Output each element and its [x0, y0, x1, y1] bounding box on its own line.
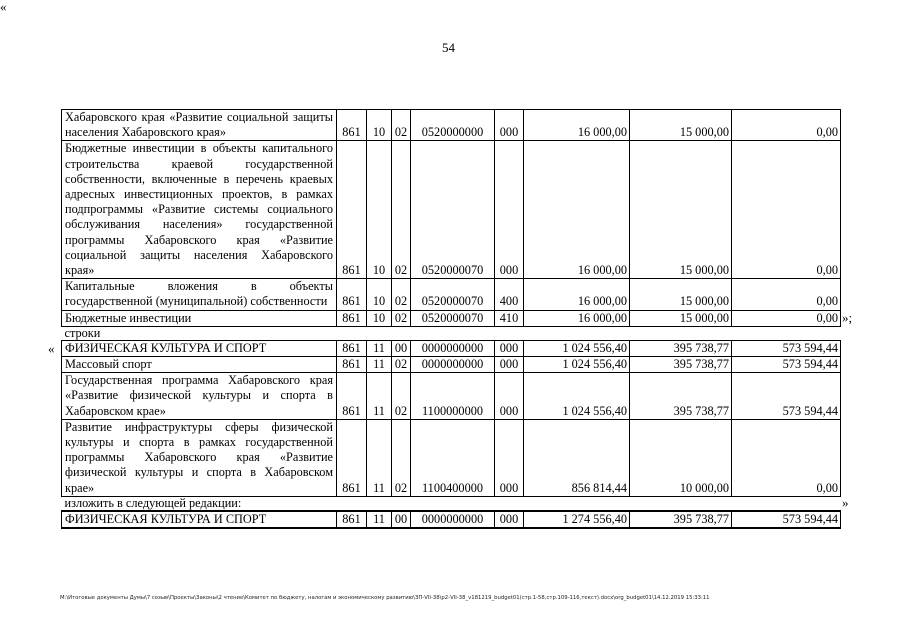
expense-type-code: 000	[495, 511, 524, 528]
closing-quote: »	[842, 494, 849, 510]
sum-first-year: 16 000,00	[524, 141, 630, 279]
sum-first-year: 16 000,00	[524, 310, 630, 326]
target-code: 1100000000	[411, 373, 495, 420]
row-name: Бюджетные инвестиции	[62, 310, 337, 326]
target-code: 0520000070	[411, 141, 495, 279]
sum-second-year: 395 738,77	[630, 357, 732, 373]
section-code: 11	[367, 373, 392, 420]
table-row	[62, 310, 841, 326]
sum-second-year: 395 738,77	[630, 373, 732, 420]
admin-code: 861	[337, 110, 367, 141]
sum-second-year: 15 000,00	[630, 141, 732, 279]
section-code: 10	[367, 310, 392, 326]
table-row	[62, 340, 841, 356]
subsection-code: 00	[392, 511, 411, 528]
row-name: Государственная программа Хабаровского края «Развитие физической культуры и спорта в Хабаровском крае»	[62, 373, 337, 420]
row-name: Массовый спорт	[62, 357, 337, 373]
expense-type-code: 400	[495, 279, 524, 310]
sum-second-year: 15 000,00	[630, 279, 732, 310]
replace-instruction: изложить в следующей редакции:	[64, 495, 242, 510]
table-row	[62, 141, 841, 279]
subsection-code: 02	[392, 357, 411, 373]
target-code: 0000000000	[411, 511, 495, 528]
row-name: ФИЗИЧЕСКАЯ КУЛЬТУРА И СПОРТ	[62, 511, 337, 528]
table-row	[62, 419, 841, 496]
sum-third-year: 573 594,44	[732, 340, 841, 356]
subsection-code: 02	[392, 419, 411, 496]
section-code: 11	[367, 511, 392, 528]
target-code: 0000000000	[411, 357, 495, 373]
sum-third-year: 573 594,44	[732, 511, 841, 528]
sum-second-year: 15 000,00	[630, 310, 732, 326]
target-code: 0520000070	[411, 310, 495, 326]
subsection-code: 02	[392, 279, 411, 310]
admin-code: 861	[337, 141, 367, 279]
expense-type-code: 410	[495, 310, 524, 326]
row-name: Хабаровского края «Развитие социальной защиты населения Хабаровского края»	[62, 110, 337, 141]
opening-quote: «	[48, 340, 55, 356]
admin-code: 861	[337, 310, 367, 326]
section-code: 10	[367, 110, 392, 141]
sum-second-year: 15 000,00	[630, 110, 732, 141]
section-code: 11	[367, 340, 392, 356]
sum-first-year: 1 024 556,40	[524, 373, 630, 420]
footer-file-path: М:\Итоговые документы Думы\7 созыв\Проекты\Законы\2 чтение\Комитет по бюджету, налогам и экономическому развитию\ЗП-VII-38\р2-VII-38_v181219_budget01(стр.1-58,стр.109-116,текст).docx\org_budget01\14.12.2019 15:33:11	[60, 595, 710, 601]
sum-first-year: 1 274 556,40	[524, 511, 630, 528]
target-code: 0000000000	[411, 340, 495, 356]
row-name: Бюджетные инвестиции в объекты капитального строительства краевой государственной собственности, включенные в перечень краевых адресных инвестиционных проектов, в рамках подпрограммы «Развитие системы социального обслуживания населения» государственной программы Хабаровского края «Развитие социальной защиты населения Хабаровского края»	[62, 141, 337, 279]
table-row	[62, 373, 841, 420]
sum-third-year: 573 594,44	[732, 373, 841, 420]
sum-first-year: 1 024 556,40	[524, 357, 630, 373]
sum-second-year: 10 000,00	[630, 419, 732, 496]
sum-third-year: 0,00	[732, 141, 841, 279]
target-code: 0520000000	[411, 110, 495, 141]
admin-code: 861	[337, 340, 367, 356]
sum-first-year: 16 000,00	[524, 110, 630, 141]
separator-row	[62, 326, 841, 340]
section-code: 11	[367, 357, 392, 373]
expense-type-code: 000	[495, 110, 524, 141]
subsection-code: 02	[392, 310, 411, 326]
sum-third-year: 573 594,44	[732, 357, 841, 373]
page-number: 54	[442, 40, 455, 55]
subsection-code: 02	[392, 110, 411, 141]
section-code: 10	[367, 141, 392, 279]
sum-third-year: 0,00	[732, 110, 841, 141]
admin-code: 861	[337, 357, 367, 373]
admin-code: 861	[337, 279, 367, 310]
sum-first-year: 856 814,44	[524, 419, 630, 496]
subsection-code: 02	[392, 373, 411, 420]
expense-type-code: 000	[495, 357, 524, 373]
expense-type-code: 000	[495, 419, 524, 496]
sum-third-year: 0,00	[732, 419, 841, 496]
table-row	[62, 279, 841, 310]
subsection-code: 02	[392, 141, 411, 279]
admin-code: 861	[337, 511, 367, 528]
expense-type-code: 000	[495, 373, 524, 420]
sum-first-year: 1 024 556,40	[524, 340, 630, 356]
sum-third-year: 0,00	[732, 279, 841, 310]
opening-quote: «	[0, 0, 7, 14]
budget-table	[61, 109, 841, 529]
closing-quote-semicolon: »;	[842, 310, 853, 326]
rows-word: строки	[64, 325, 101, 340]
admin-code: 861	[337, 419, 367, 496]
table-row	[62, 357, 841, 373]
sum-third-year: 0,00	[732, 310, 841, 326]
row-name: Развитие инфраструктуры сферы физической культуры и спорта в рамках государственной программы Хабаровского края «Развитие физической культуры и спорта в Хабаровском крае»	[62, 419, 337, 496]
target-code: 1100400000	[411, 419, 495, 496]
table-row	[62, 511, 841, 528]
subsection-code: 00	[392, 340, 411, 356]
row-name: Капитальные вложения в объекты государственной (муниципальной) собственности	[62, 279, 337, 310]
admin-code: 861	[337, 373, 367, 420]
section-code: 11	[367, 419, 392, 496]
expense-type-code: 000	[495, 340, 524, 356]
expense-type-code: 000	[495, 141, 524, 279]
section-code: 10	[367, 279, 392, 310]
sum-second-year: 395 738,77	[630, 340, 732, 356]
sum-first-year: 16 000,00	[524, 279, 630, 310]
target-code: 0520000070	[411, 279, 495, 310]
table-row	[62, 110, 841, 141]
row-name: ФИЗИЧЕСКАЯ КУЛЬТУРА И СПОРТ	[62, 340, 337, 356]
sum-second-year: 395 738,77	[630, 511, 732, 528]
separator-row	[62, 496, 841, 511]
